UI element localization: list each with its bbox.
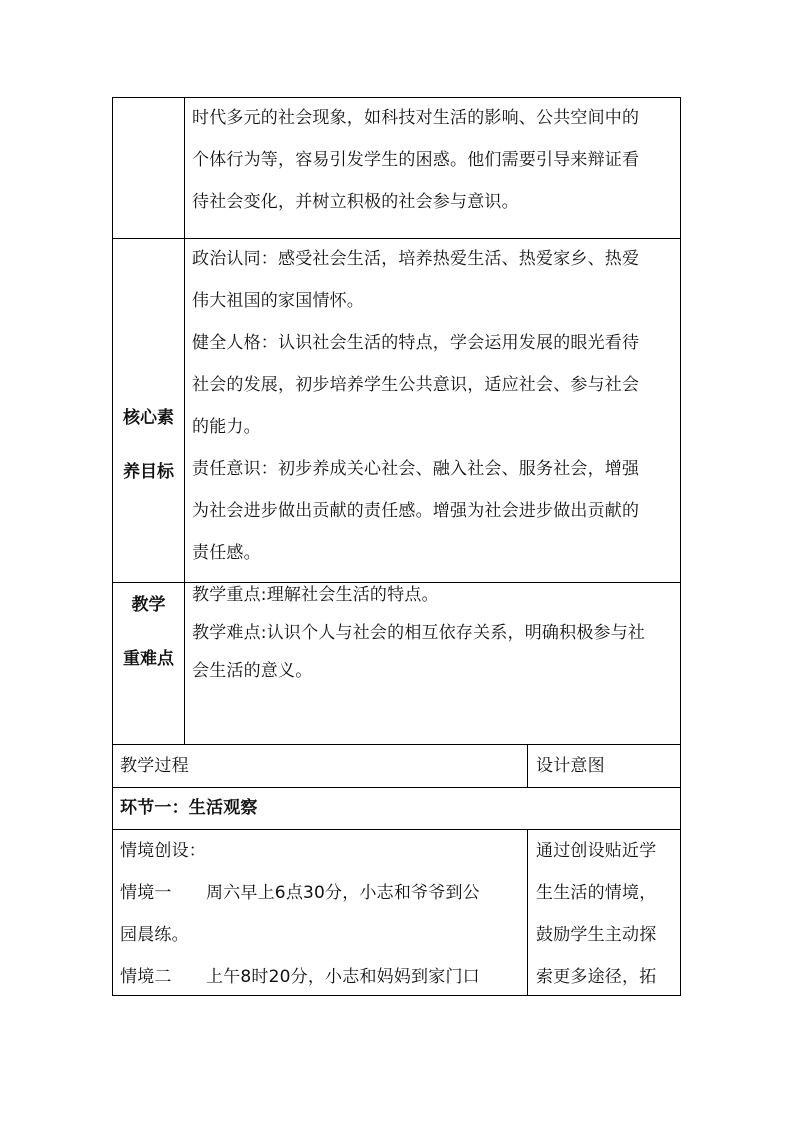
table-border-intent-col-body (527, 829, 528, 996)
core-goals-line: 责任感。 (192, 543, 261, 563)
intent-line: 生生活的情境， (536, 883, 657, 903)
core-goals-line: 社会的发展，初步培养学生公共意识，适应社会、参与社会 (192, 375, 640, 395)
core-goals-label-line: 核心素 (123, 408, 174, 428)
process-header-label: 教学过程 (120, 756, 189, 776)
table-border-left (112, 97, 113, 996)
key-points-label-line: 教学 (131, 595, 166, 615)
scenario-line: 情境一 周六早上6点30分，小志和爷爷到公 (120, 883, 480, 903)
core-goals-line: 伟大祖国的家国情怀。 (192, 291, 364, 311)
intent-header (536, 745, 676, 787)
scenario-line: 园晨练。 (120, 925, 189, 945)
key-points-content (192, 576, 678, 690)
intent-header-label: 设计意图 (536, 756, 605, 776)
key-points-line: 教学难点:认识个人与社会的相互依存关系，明确积极参与社 (192, 623, 646, 643)
scenario-content (120, 830, 522, 998)
intent-line: 索更多途径，拓 (536, 967, 657, 987)
row1-line: 时代多元的社会现象，如科技对生活的影响、公共空间中的 (192, 108, 640, 128)
core-goals-label-line: 养目标 (123, 462, 174, 482)
core-goals-line: 为社会进步做出贡献的责任感。增强为社会进步做出贡献的 (192, 501, 640, 521)
intent-line: 鼓励学生主动探 (536, 925, 657, 945)
row1-content (192, 97, 678, 223)
table-border-intent-col-header (527, 744, 528, 788)
key-points-line: 会生活的意义。 (192, 661, 313, 681)
table-border-right (680, 97, 681, 996)
section1-title (120, 787, 670, 829)
core-goals-line: 健全人格：认识社会生活的特点，学会运用发展的眼光看待 (192, 333, 640, 353)
core-goals-content (192, 238, 678, 574)
process-header (120, 745, 520, 787)
scenario-intent (536, 830, 676, 998)
row1-line: 个体行为等，容易引发学生的困惑。他们需要引导来辩证看 (192, 150, 640, 170)
scenario-line: 情境二 上午8时20分，小志和妈妈到家门口 (120, 967, 480, 987)
table-border-label-col (184, 97, 185, 745)
key-points-label-line: 重难点 (123, 649, 174, 669)
core-goals-line: 政治认同：感受社会生活，培养热爱生活、热爱家乡、热爱 (192, 249, 640, 269)
scenario-line: 情境创设： (120, 841, 206, 861)
section1-title-text: 环节一：生活观察 (120, 798, 258, 818)
intent-line: 通过创设贴近学 (536, 841, 657, 861)
row1-line: 待社会变化，并树立积极的社会参与意识。 (192, 192, 519, 212)
key-points-label (113, 578, 184, 686)
core-goals-line: 责任意识：初步养成关心社会、融入社会、服务社会，增强 (192, 459, 640, 479)
core-goals-label (113, 391, 184, 499)
core-goals-line: 的能力。 (192, 417, 261, 437)
key-points-line: 教学重点:理解社会生活的特点。 (192, 585, 439, 605)
